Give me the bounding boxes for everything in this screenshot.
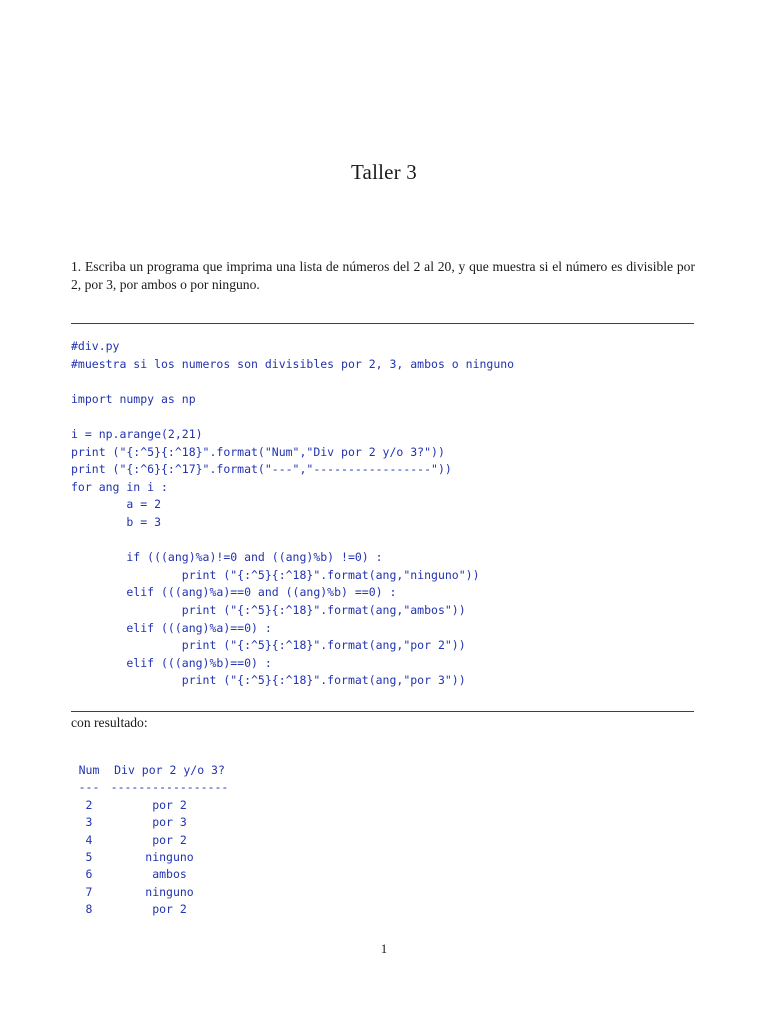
output-header-row <box>71 762 232 779</box>
code-line: for ang in i : <box>71 479 168 494</box>
output-separator-row <box>71 779 232 796</box>
output-result: por 2 <box>152 797 187 812</box>
code-line: i = np.arange(2,21) <box>71 426 203 441</box>
code-line: a = 2 <box>71 497 162 512</box>
code-top-rule <box>71 323 694 324</box>
code-line: #div.py <box>71 339 120 353</box>
output-num: 7 <box>85 884 93 899</box>
code-listing <box>71 338 514 690</box>
output-header-div: Div por 2 y/o 3? <box>114 763 225 777</box>
output-result: ninguno <box>145 849 194 864</box>
output-num: 6 <box>85 867 93 882</box>
output-header-num: Num <box>78 763 100 777</box>
output-row <box>71 814 232 831</box>
output-num: 4 <box>85 832 93 847</box>
output-row <box>71 866 232 883</box>
output-result: por 3 <box>152 815 187 830</box>
result-label: con resultado: <box>71 715 148 730</box>
code-line: elif (((ang)%a)==0 and ((ang)%b) ==0) : <box>71 585 397 600</box>
code-line: if (((ang)%a)!=0 and ((ang)%b) !=0) : <box>71 550 383 565</box>
output-result: ambos <box>152 867 187 882</box>
output-num: 8 <box>85 902 93 917</box>
output-row <box>71 849 232 866</box>
code-line: #muestra si los numeros son divisibles por 2, 3, ambos o ninguno <box>71 356 515 371</box>
problem-statement: 1. Escriba un programa que imprima una lista de números del 2 al 20, y que muestra si el número es divisible por 2, por 3, por ambos o por ninguno. <box>71 259 695 292</box>
code-line: print ("{:^5}{:^18}".format("Num","Div por 2 y/o 3?")) <box>71 444 445 459</box>
code-line <box>71 532 514 550</box>
output-separator-div: ----------------- <box>110 780 229 795</box>
code-line: print ("{:^5}{:^18}".format(ang,"por 3")) <box>71 673 466 688</box>
output-row <box>71 884 232 901</box>
output-row <box>71 797 232 814</box>
output-result: por 2 <box>152 832 187 847</box>
page-number: 1 <box>380 941 388 956</box>
code-line <box>71 373 514 391</box>
code-line: elif (((ang)%a)==0) : <box>71 620 272 635</box>
output-num: 2 <box>85 797 93 812</box>
output-num: 5 <box>85 849 93 864</box>
code-line: print ("{:^5}{:^18}".format(ang,"ninguno")) <box>71 567 480 582</box>
output-num: 3 <box>85 815 93 830</box>
output-result: por 2 <box>152 902 187 917</box>
output-row <box>71 832 232 849</box>
code-bottom-rule <box>71 711 694 712</box>
code-line: import numpy as np <box>71 391 196 406</box>
program-output <box>71 762 232 919</box>
code-line: print ("{:^6}{:^17}".format("---","-----------------")) <box>71 462 452 477</box>
code-line: elif (((ang)%b)==0) : <box>71 655 272 670</box>
document-title: Taller 3 <box>350 160 417 184</box>
output-separator-num: --- <box>78 780 100 795</box>
code-line: print ("{:^5}{:^18}".format(ang,"por 2")) <box>71 638 466 653</box>
code-line <box>71 408 514 426</box>
code-line: b = 3 <box>71 514 162 529</box>
output-result: ninguno <box>145 884 194 899</box>
code-line: print ("{:^5}{:^18}".format(ang,"ambos")) <box>71 602 466 617</box>
output-row <box>71 901 232 918</box>
